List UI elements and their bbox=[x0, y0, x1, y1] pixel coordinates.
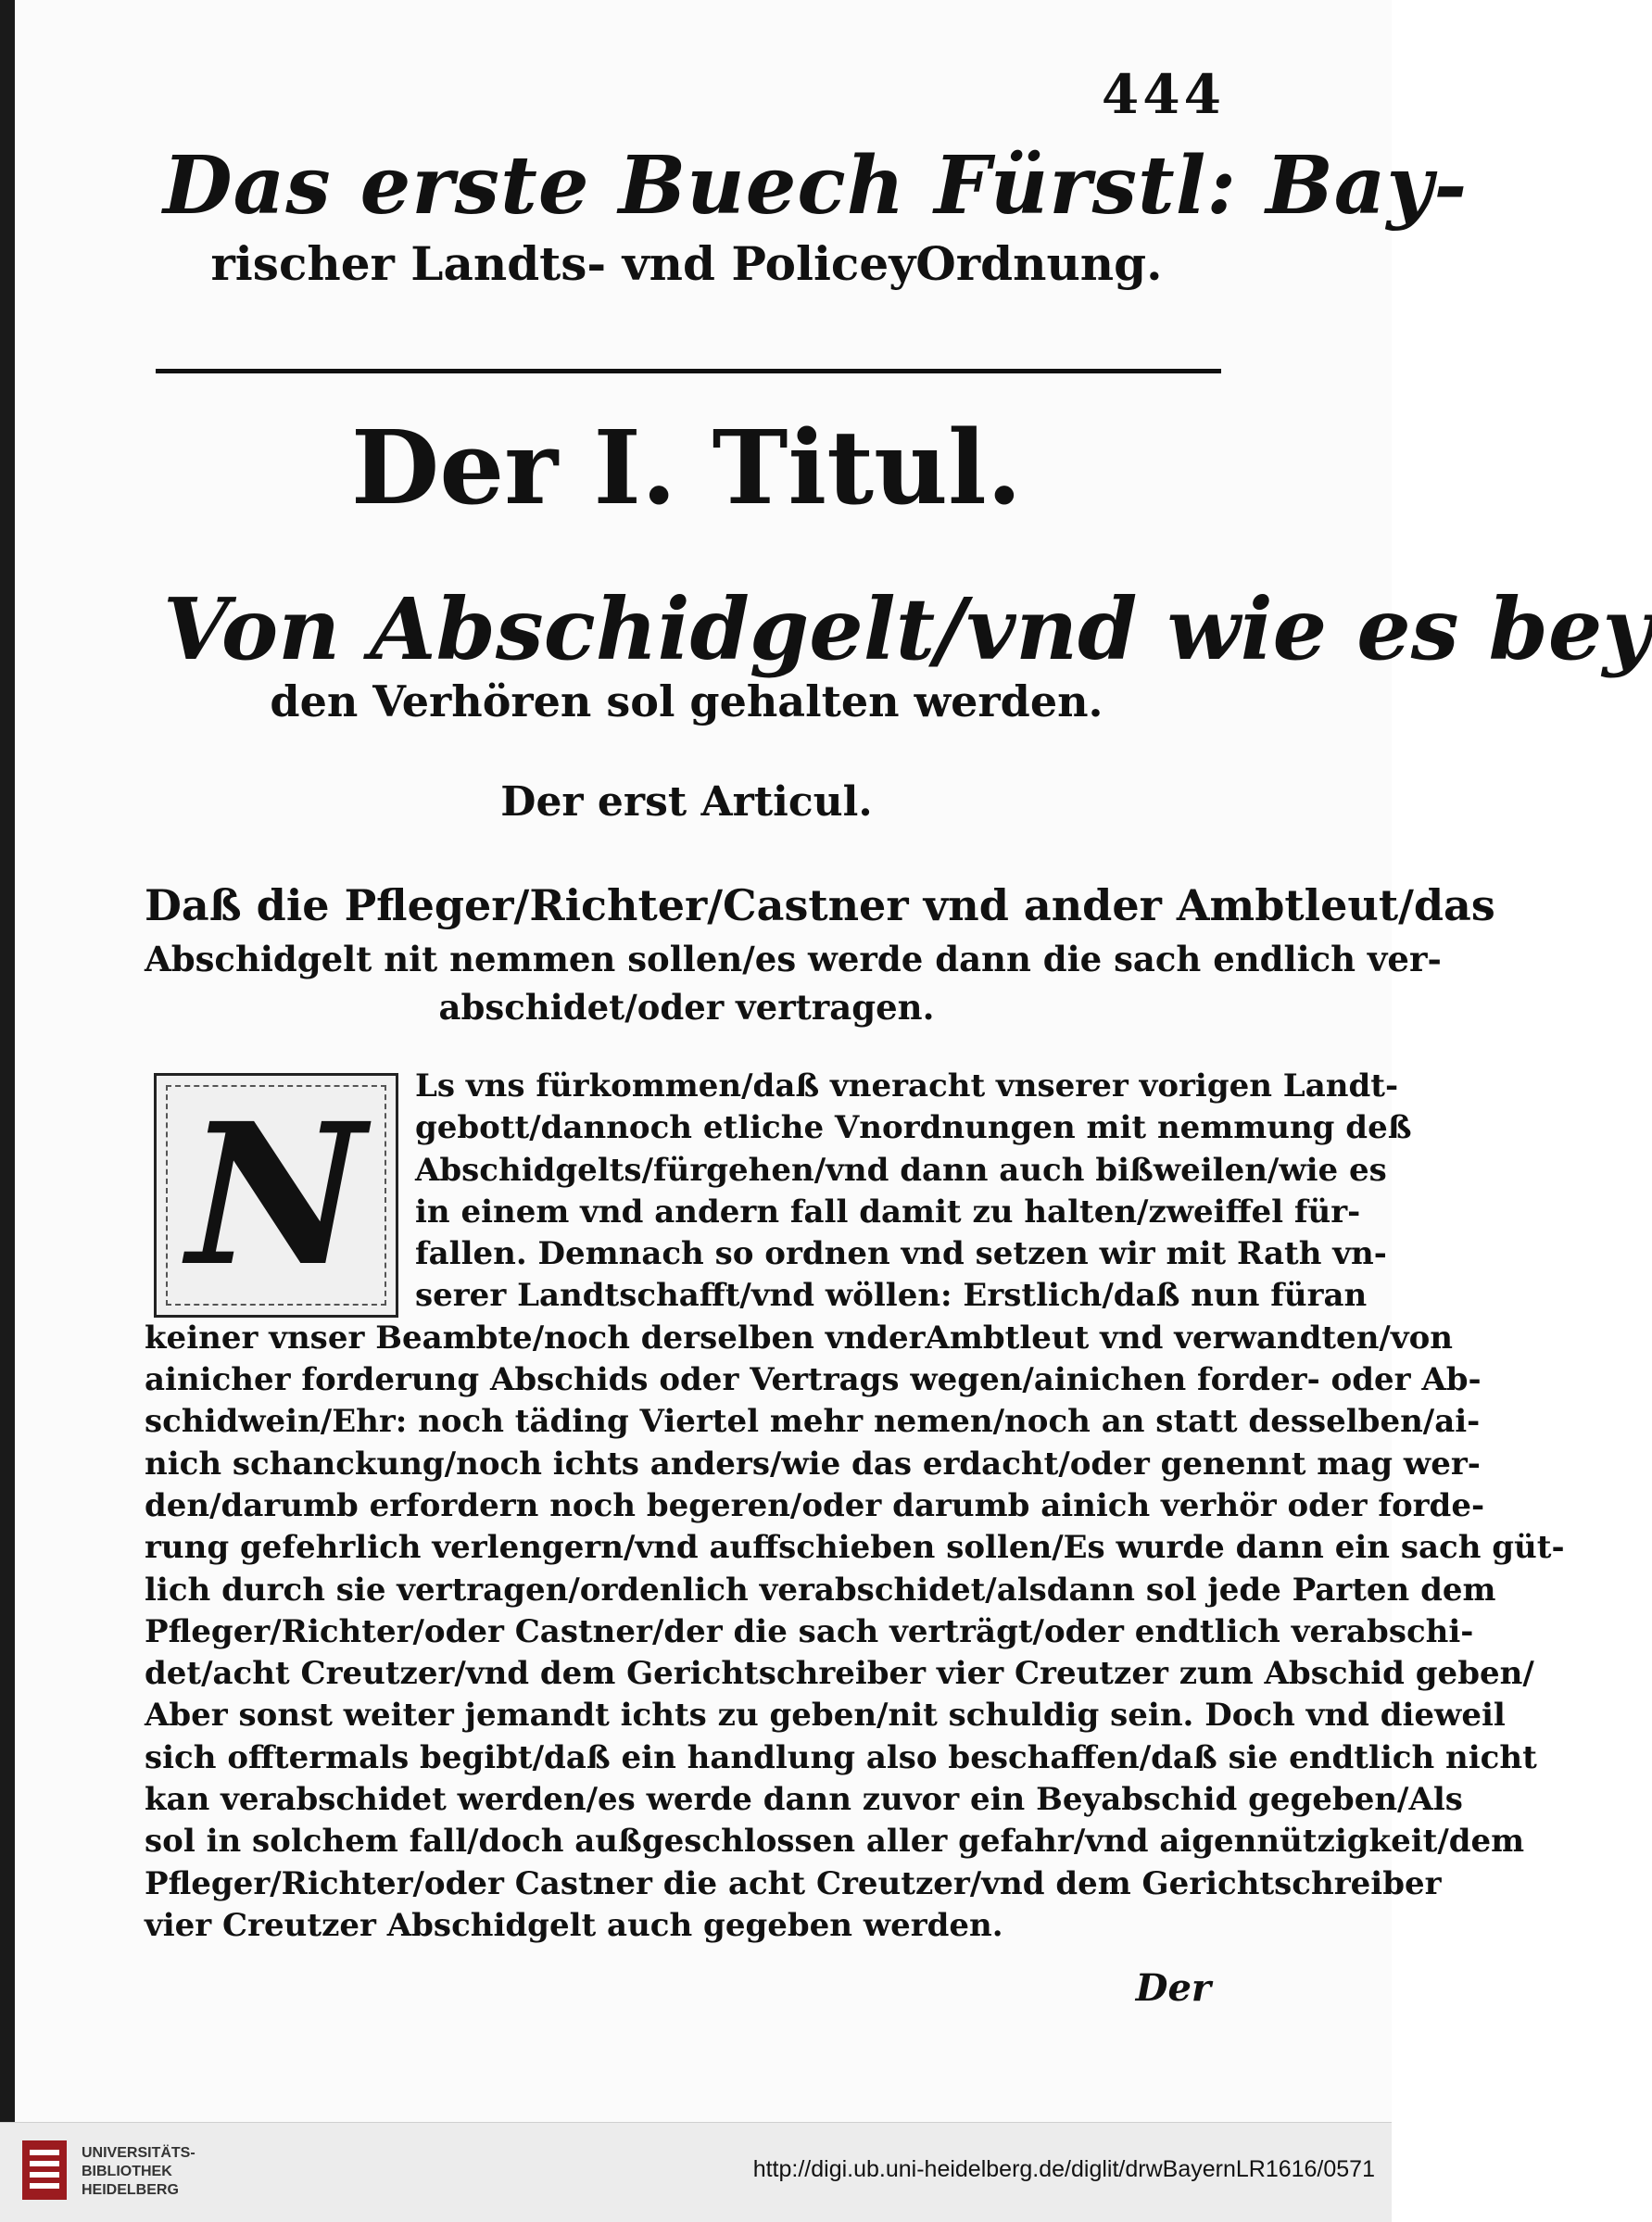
library-name-line: BIBLIOTHEK bbox=[82, 2164, 172, 2179]
body-line: sich offtermals begibt/daß ein handlung also beschaffen/daß sie endtlich nicht bbox=[145, 1738, 1537, 1776]
body-line: gebott/dannoch etliche Vnordnungen mit nemmung deß bbox=[415, 1109, 1412, 1147]
body-line: den/darumb erfordern noch begeren/oder darumb ainich verhör oder forde- bbox=[145, 1486, 1485, 1524]
body-line: ainicher forderung Abschids oder Vertrags wegen/ainichen forder- oder Ab- bbox=[145, 1361, 1482, 1399]
scan-border bbox=[0, 0, 15, 2122]
chapter-subtitle: den Verhören sol gehalten werden. bbox=[270, 676, 1103, 726]
article-label: Der erst Articul. bbox=[500, 778, 873, 826]
book-subtitle: rischer Landts- vnd PoliceyOrdnung. bbox=[210, 236, 1163, 291]
viewer-footer bbox=[0, 2122, 1392, 2222]
body-line: lich durch sie vertragen/ordenlich verabschidet/alsdann sol jede Parten dem bbox=[145, 1571, 1496, 1609]
header-rule bbox=[156, 369, 1221, 373]
rubric-line: Abschidgelt nit nemmen sollen/es werde dann die sach endlich ver- bbox=[145, 939, 1442, 979]
catchword: Der bbox=[1135, 1966, 1211, 2010]
source-url-link[interactable]: http://digi.ub.uni-heidelberg.de/diglit/drwBayernLR1616/0571 bbox=[752, 2156, 1375, 2182]
rubric-line: abschidet/oder vertragen. bbox=[438, 987, 935, 1028]
body-line: Pfleger/Richter/oder Castner die acht Creutzer/vnd dem Gerichtschreiber bbox=[145, 1864, 1442, 1902]
library-name-line: HEIDELBERG bbox=[82, 2182, 179, 2198]
body-line: kan verabschidet werden/es werde dann zuvor ein Beyabschid gegeben/Als bbox=[145, 1781, 1463, 1819]
body-text bbox=[145, 1066, 1565, 1947]
library-name bbox=[82, 2144, 195, 2200]
article-rubric bbox=[145, 876, 1495, 1031]
rubric-line: Daß die Pfleger/Richter/Castner vnd ander Ambtleut/das bbox=[145, 880, 1495, 930]
page-number: 444 bbox=[1101, 63, 1225, 126]
chapter-title: Von Abschidgelt/vnd wie es bey bbox=[163, 579, 1652, 679]
body-line: sol in solchem fall/doch außgeschlossen aller gefahr/vnd aigennützigkeit/dem bbox=[145, 1823, 1525, 1861]
titul-heading: Der I. Titul. bbox=[350, 408, 1023, 527]
body-line: serer Landtschafft/vnd wöllen: Erstlich/daß nun füran bbox=[415, 1277, 1368, 1315]
library-name-line: UNIVERSITÄTS- bbox=[82, 2145, 195, 2161]
body-line: Abschidgelts/fürgehen/vnd dann auch bißweilen/wie es bbox=[415, 1151, 1387, 1189]
body-line: keiner vnser Beambte/noch derselben vnderAmbtleut vnd verwandten/von bbox=[145, 1319, 1453, 1357]
university-library-logo-icon bbox=[19, 2137, 70, 2203]
body-line: det/acht Creutzer/vnd dem Gerichtschreiber vier Creutzer zum Abschid geben/ bbox=[145, 1655, 1534, 1693]
body-line: vier Creutzer Abschidgelt auch gegeben werden. bbox=[145, 1906, 1003, 1944]
body-line: fallen. Demnach so ordnen vnd setzen wir mit Rath vn- bbox=[415, 1235, 1387, 1273]
initial-letter: N bbox=[187, 1080, 365, 1309]
body-line: Aber sonst weiter jemandt ichts zu geben/nit schuldig sein. Doch vnd dieweil bbox=[145, 1697, 1506, 1735]
scanned-page bbox=[15, 0, 1652, 2122]
body-line: rung gefehrlich verlengern/vnd auffschieben sollen/Es wurde dann ein sach güt- bbox=[145, 1529, 1565, 1567]
body-line: Pfleger/Richter/oder Castner/der die sach verträgt/oder endtlich verabschi- bbox=[145, 1612, 1474, 1650]
book-title: Das erste Buech Fürstl: Bay- bbox=[163, 139, 1469, 233]
body-line: schidwein/Ehr: noch täding Viertel mehr nemen/noch an statt desselben/ai- bbox=[145, 1403, 1481, 1441]
body-line: nich schanckung/noch ichts anders/wie das erdacht/oder genennt mag wer- bbox=[145, 1445, 1481, 1483]
body-line: in einem vnd andern fall damit zu halten/zweiffel für- bbox=[415, 1193, 1361, 1231]
body-line: Ls vns fürkommen/daß vneracht vnserer vorigen Landt- bbox=[415, 1067, 1399, 1105]
